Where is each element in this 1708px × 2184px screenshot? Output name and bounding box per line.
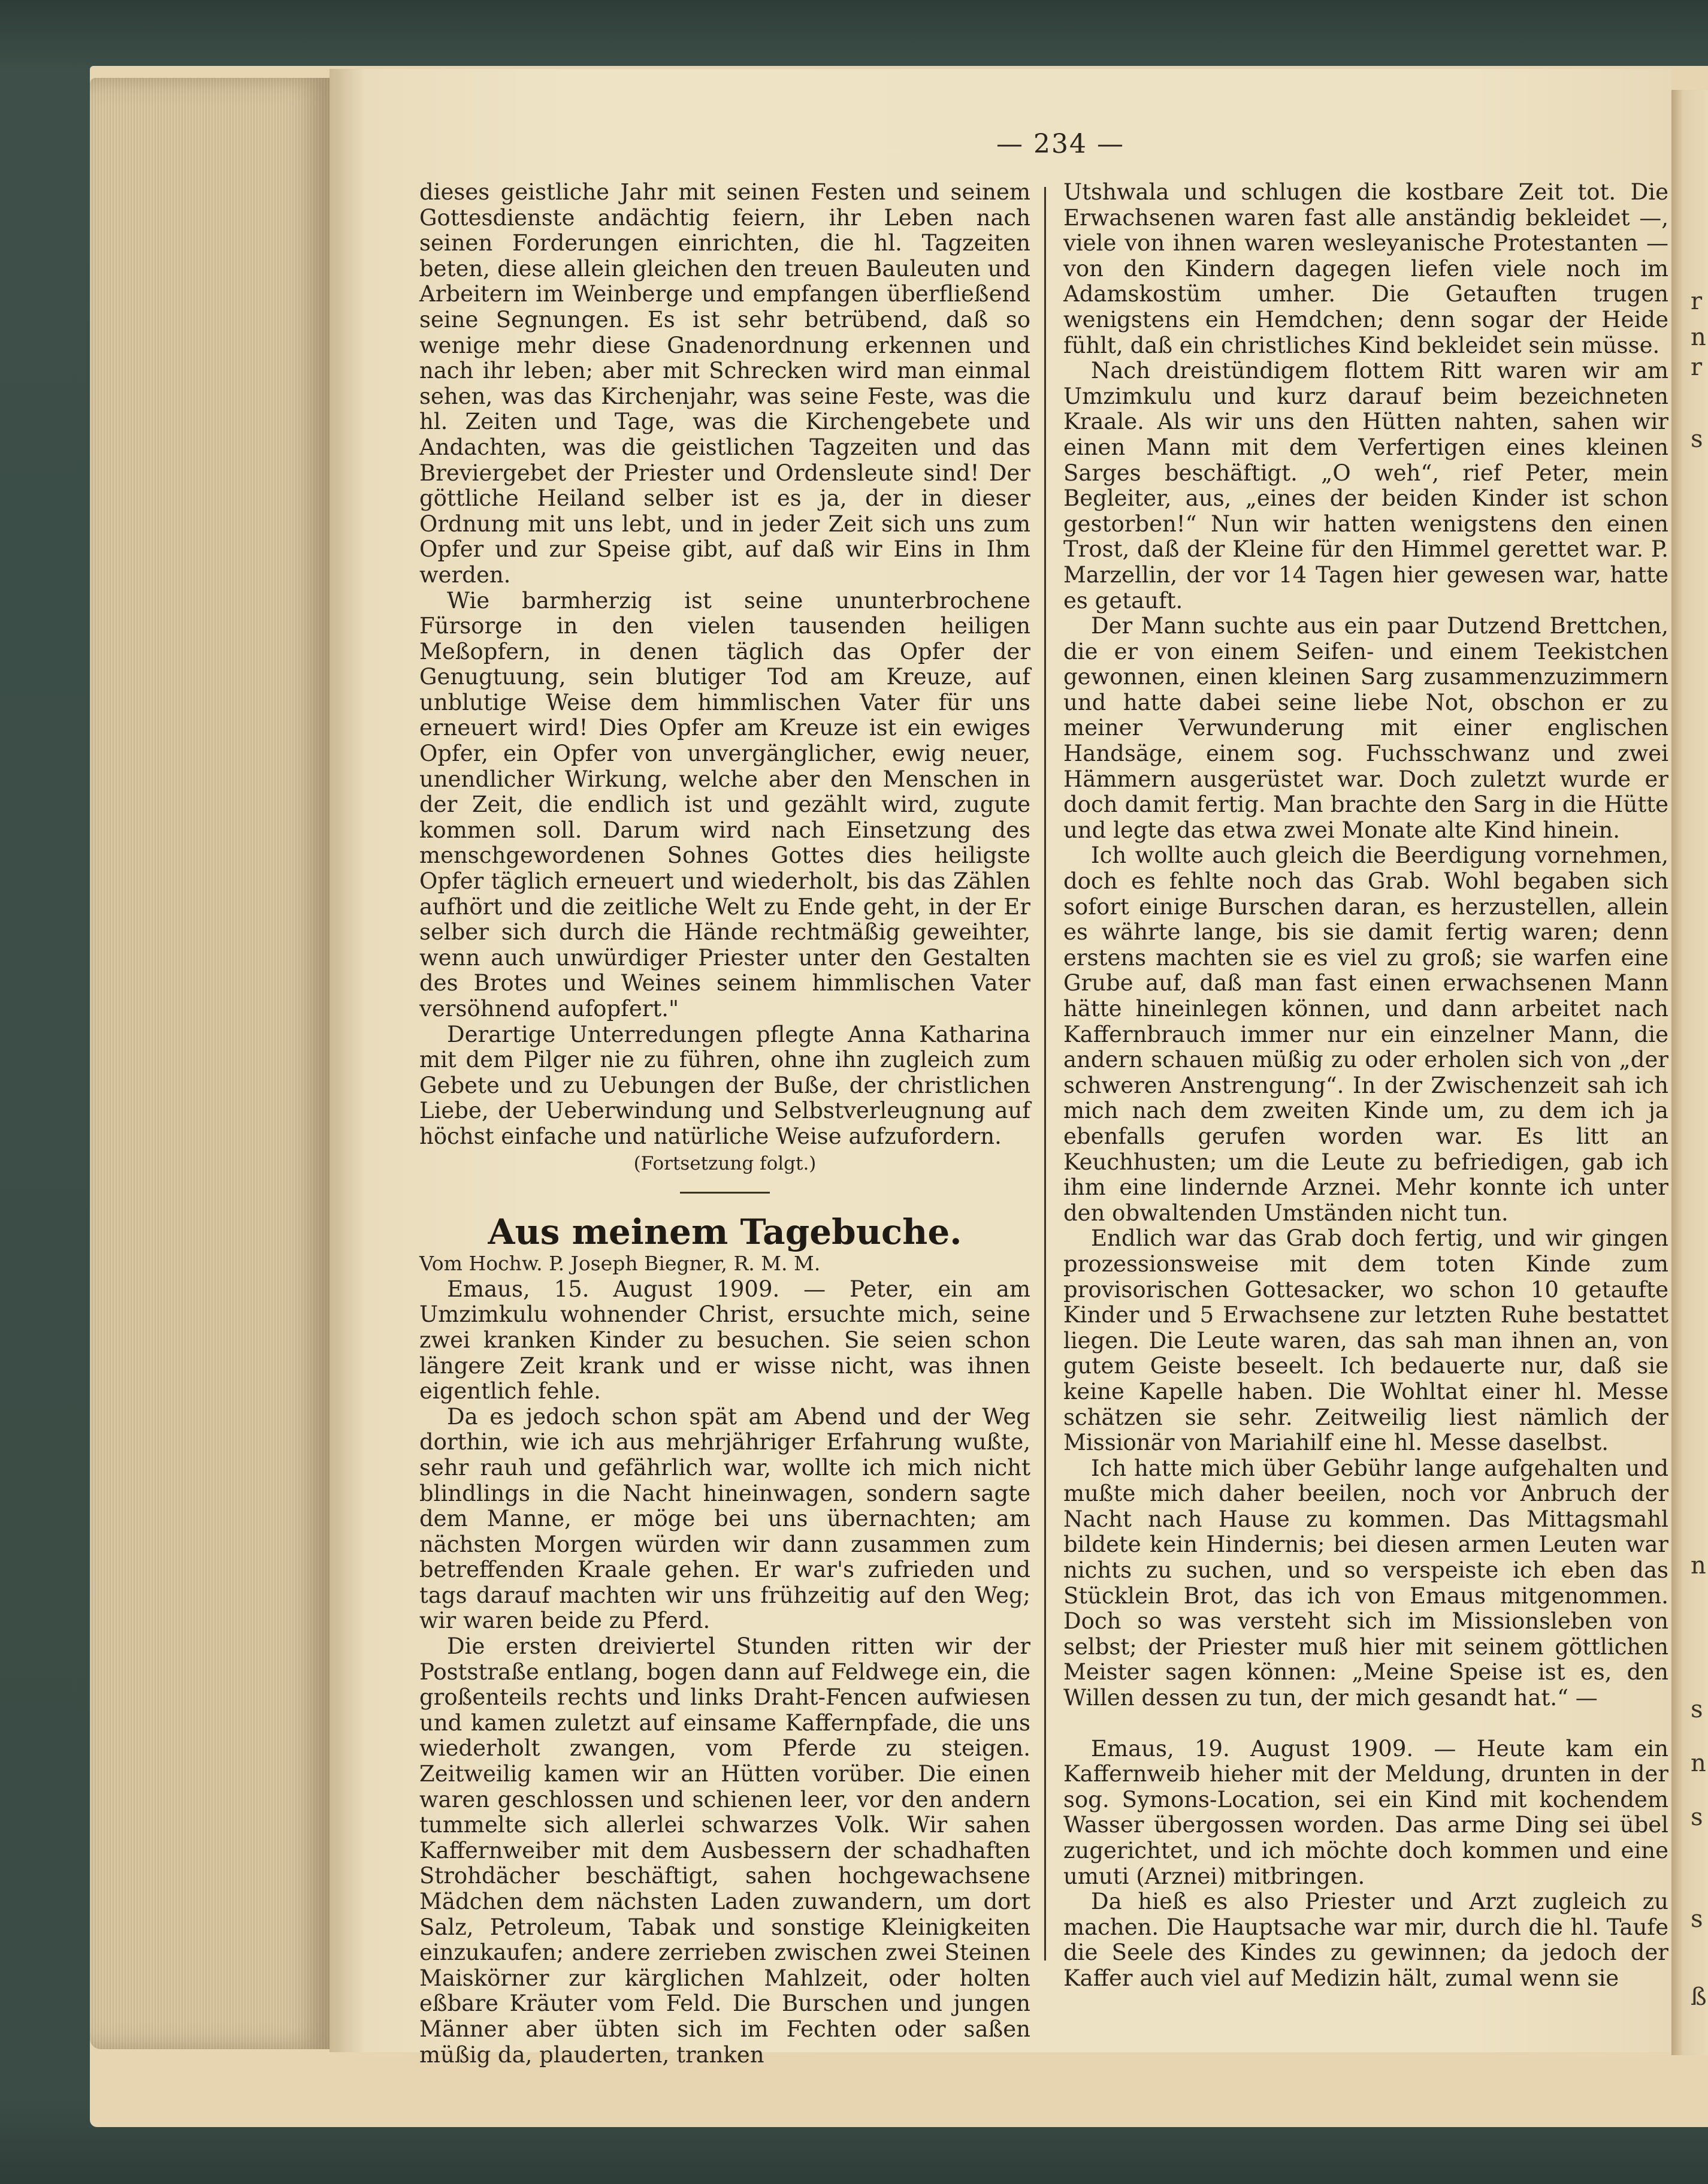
right-column <box>1063 180 1668 1992</box>
page-number: — 234 — <box>996 129 1124 159</box>
edge-glyph: s <box>1691 1905 1703 1933</box>
edge-glyph: s <box>1691 1804 1703 1831</box>
continued-note: (Fortsetzung folgt.) <box>633 1152 817 1174</box>
edge-glyph: s <box>1691 1696 1703 1723</box>
edge-glyph: n <box>1691 324 1706 351</box>
paragraph: Der Mann suchte aus ein paar Dutzend Brettchen, die er von einem Seifen- und einem Teekistchen gewonnen, einen kleinen Sarg zusammenzuzimmern und hatte dabei seine liebe Not, obschon er zu meiner Verwunderung mit einer englischen Handsäge, einem sog. Fuchsschwanz und zwei Hämmern ausgerüstet war. Doch zuletzt wurde er doch damit fertig. Man brachte den Sarg in die Hütte und legte das etwa zwei Monate alte Kind hinein. <box>1063 613 1668 843</box>
paragraph: Ich wollte auch gleich die Beerdigung vornehmen, doch es fehlte noch das Grab. Wohl begaben sich sofort einige Burschen daran, es herzustellen, allein es währte lange, bis sie damit fertig waren; denn erstens machten sie es viel zu groß; sie warfen eine Grube auf, daß man fast einen erwachsenen Mann hätte hineinlegen können, und dann arbeitet nach Kaffernbrauch immer nur ein einzelner Mann, die andern schauen müßig zu oder erholen sich von „der schweren Anstrengung“. In der Zwischenzeit sah ich mich nach dem zweiten Kinde um, zu dem ich ja ebenfalls gerufen worden war. Es litt an Keuchhusten; um die Leute zu befriedigen, gab ich ihm eine lindernde Arznei. Mehr konnte ich unter den obwaltenden Umständen nicht tun. <box>1063 842 1668 1226</box>
section-divider <box>680 1192 770 1194</box>
edge-glyph: n <box>1691 1750 1706 1777</box>
page-edges <box>90 78 329 2049</box>
article-title: Aus meinem Tagebuche. <box>488 1212 962 1253</box>
edge-glyph: n <box>1691 1552 1706 1579</box>
paragraph: Ich hatte mich über Gebühr lange aufgehalten und mußte mich daher beeilen, noch vor Anbruch der Nacht nach Hause zu kommen. Das Mittagsmahl bildete kein Hindernis; bei diesen armen Leuten war nichts zu suchen, und so verspeiste ich eben das Stücklein Brot, das ich von Emaus mitgenommen. Doch so was versteht sich im Missionsleben von selbst; der Priester muß hier mit seinem göttlichen Meister sagen können: „Meine Speise ist es, den Willen dessen zu tun, der mich gesandt hat.“ — <box>1063 1455 1668 1711</box>
paragraph: Emaus, 15. August 1909. — Peter, ein am Umzimkulu wohnender Christ, ersuchte mich, seine zwei kranken Kinder zu besuchen. Sie seien schon längere Zeit krank und er wisse nicht, was ihnen eigentlich fehle. <box>419 1276 1030 1404</box>
edge-glyph: r <box>1691 288 1703 315</box>
edge-glyph: r <box>1691 354 1703 381</box>
article-byline: Vom Hochw. P. Joseph Biegner, R. M. M. <box>419 1252 821 1276</box>
paragraph: Emaus, 19. August 1909. — Heute kam ein Kaffernweib hieher mit der Meldung, drunten in der sog. Symons-Location, sei ein Kind mit kochendem Wasser übergossen worden. Das arme Ding sei übel zugerichtet, und ich möchte doch kommen und eine umuti (Arznei) mitbringen. <box>1063 1735 1668 1889</box>
edge-glyph: s <box>1691 425 1703 453</box>
edge-glyph: ß <box>1691 1983 1707 2011</box>
left-column <box>419 180 1030 2068</box>
paragraph: Derartige Unterredungen pflegte Anna Katharina mit dem Pilger nie zu führen, ohne ihn zugleich zum Gebete und zu Uebungen der Buße, der christlichen Liebe, der Ueberwindung und Selbstverleugnung auf höchst einfache und natürliche Weise aufzufordern. <box>419 1021 1030 1149</box>
paragraph: Nach dreistündigem flottem Ritt waren wir am Umzimkulu und kurz darauf beim bezeichneten Kraale. Als wir uns den Hütten nahten, sahen wir einen Mann mit dem Verfertigen eines kleinen Sarges beschäftigt. „O weh“, rief Peter, mein Begleiter, aus, „eines der beiden Kinder ist schon gestorben!“ Nun wir hatten wenigstens den einen Trost, daß der Kleine für den Himmel gerettet war. P. Marzellin, der vor 14 Tagen hier gewesen war, hatte es getauft. <box>1063 358 1668 614</box>
column-rule <box>1044 187 1046 1961</box>
paragraph: Da es jedoch schon spät am Abend und der Weg dorthin, wie ich aus mehrjähriger Erfahrung wußte, sehr rauh und gefährlich war, wollte ich mich nicht blindlings in die Nacht hineinwagen, sondern sagte dem Manne, er möge bei uns übernachten; am nächsten Morgen würden wir dann zusammen zum betreffenden Kraale gehen. Er war's zufrieden und tags darauf machten wir uns frühzeitig auf den Weg; wir waren beide zu Pferd. <box>419 1403 1030 1634</box>
paragraph: Utshwala und schlugen die kostbare Zeit tot. Die Erwachsenen waren fast alle anständig bekleidet —, viele von ihnen waren wesleyanische Protestanten — von den Kindern dagegen liefen viele noch im Adamskostüm umher. Die Getauften trugen wenigstens ein Hemdchen; denn sogar der Heide fühlt, daß ein christliches Kind bekleidet sein müsse. <box>1063 179 1668 358</box>
paragraph: Die ersten dreiviertel Stunden ritten wir der Poststraße entlang, bogen dann auf Feldwege ein, die großenteils rechts und links Draht-Fencen aufwiesen und kamen zuletzt auf einsame Kaffernpfade, die uns wiederholt zwangen, vom Pferde zu steigen. Zeitweilig kamen wir an Hütten vorüber. Die einen waren geschlossen und schienen leer, vor den andern tummelte sich allerlei schwarzes Volk. Wir sahen Kaffernweiber mit dem Ausbessern der schadhaften Strohdächer beschäftigt, sahen hochgewachsene Mädchen dem nächsten Laden zuwandern, um dort Salz, Petroleum, Tabak und sonstige Kleinigkeiten einzukaufen; andere zerrieben zwischen zwei Steinen Maiskörner zur kärglichen Mahlzeit, oder holten eßbare Kräuter vom Feld. Die Burschen und jungen Männer aber übten sich im Fechten oder saßen müßig da, plauderten, tranken <box>419 1633 1030 2068</box>
paragraph: Endlich war das Grab doch fertig, und wir gingen prozessionsweise mit dem toten Kinde zum provisorischen Gottesacker, wo schon 10 getaufte Kinder und 5 Erwachsene zur letzten Ruhe bestattet liegen. Die Leute waren, das sah man ihnen an, von gutem Geiste beseelt. Ich bedauerte nur, daß sie keine Kapelle haben. Die Wohltat einer hl. Messe schätzen sie sehr. Zeitweilig liest nämlich der Missionär von Mariahilf eine hl. Messe daselbst. <box>1063 1225 1668 1456</box>
next-page-edge <box>1671 90 1708 2055</box>
paragraph-gap <box>1063 1711 1668 1736</box>
paragraph: Wie barmherzig ist seine ununterbrochene Fürsorge in den vielen tausenden heiligen Meßopfern, in denen täglich das Opfer der Genugtuung, sein blutiger Tod am Kreuze, auf unblutige Weise dem himmlischen Vater für uns erneuert wird! Dies Opfer am Kreuze ist ein ewiges Opfer, ein Opfer von unvergänglicher, ewig neuer, unendlicher Wirkung, welche aber den Menschen in der Zeit, die endlich ist und gezählt wird, zugute kommen soll. Darum wird nach Einsetzung des menschgewordenen Sohnes Gottes dies heiligste Opfer täglich erneuert und wiederholt, bis das Zählen aufhört und die zeitliche Welt zu Ende geht, in der Er selber sich durch die Hände rechtmäßig geweihter, wenn auch unwürdiger Priester unter den Gestalten des Brotes und Weines seinem himmlischen Vater versöhnend aufopfert." <box>419 587 1030 1022</box>
paragraph: dieses geistliche Jahr mit seinen Festen und seinem Gottesdienste andächtig feiern, ihr Leben nach seinen Forderungen einrichten, die hl. Tagzeiten beten, diese allein gleichen den treuen Bauleuten und Arbeitern im Weinberge und empfangen überfließend seine Segnungen. Es ist sehr betrübend, daß so wenige mehr diese Gnadenordnung erkennen und nach ihr leben; aber mit Schrecken wird man einmal sehen, was das Kirchenjahr, was seine Feste, was die hl. Zeiten und Tage, was die Kirchengebete und Andachten, was die geistlichen Tagzeiten und das Breviergebet der Priester und Ordensleute sind! Der göttliche Heiland selber ist es ja, der in dieser Ordnung mit uns lebt, und in jeder Zeit sich uns zum Opfer und zur Speise gibt, auf daß wir Eins in Ihm werden. <box>419 179 1030 588</box>
paragraph: Da hieß es also Priester und Arzt zugleich zu machen. Die Hauptsache war mir, durch die hl. Taufe die Seele des Kindes zu gewinnen; da jedoch der Kaffer auch viel auf Medizin hält, zumal wenn sie <box>1063 1889 1668 1991</box>
